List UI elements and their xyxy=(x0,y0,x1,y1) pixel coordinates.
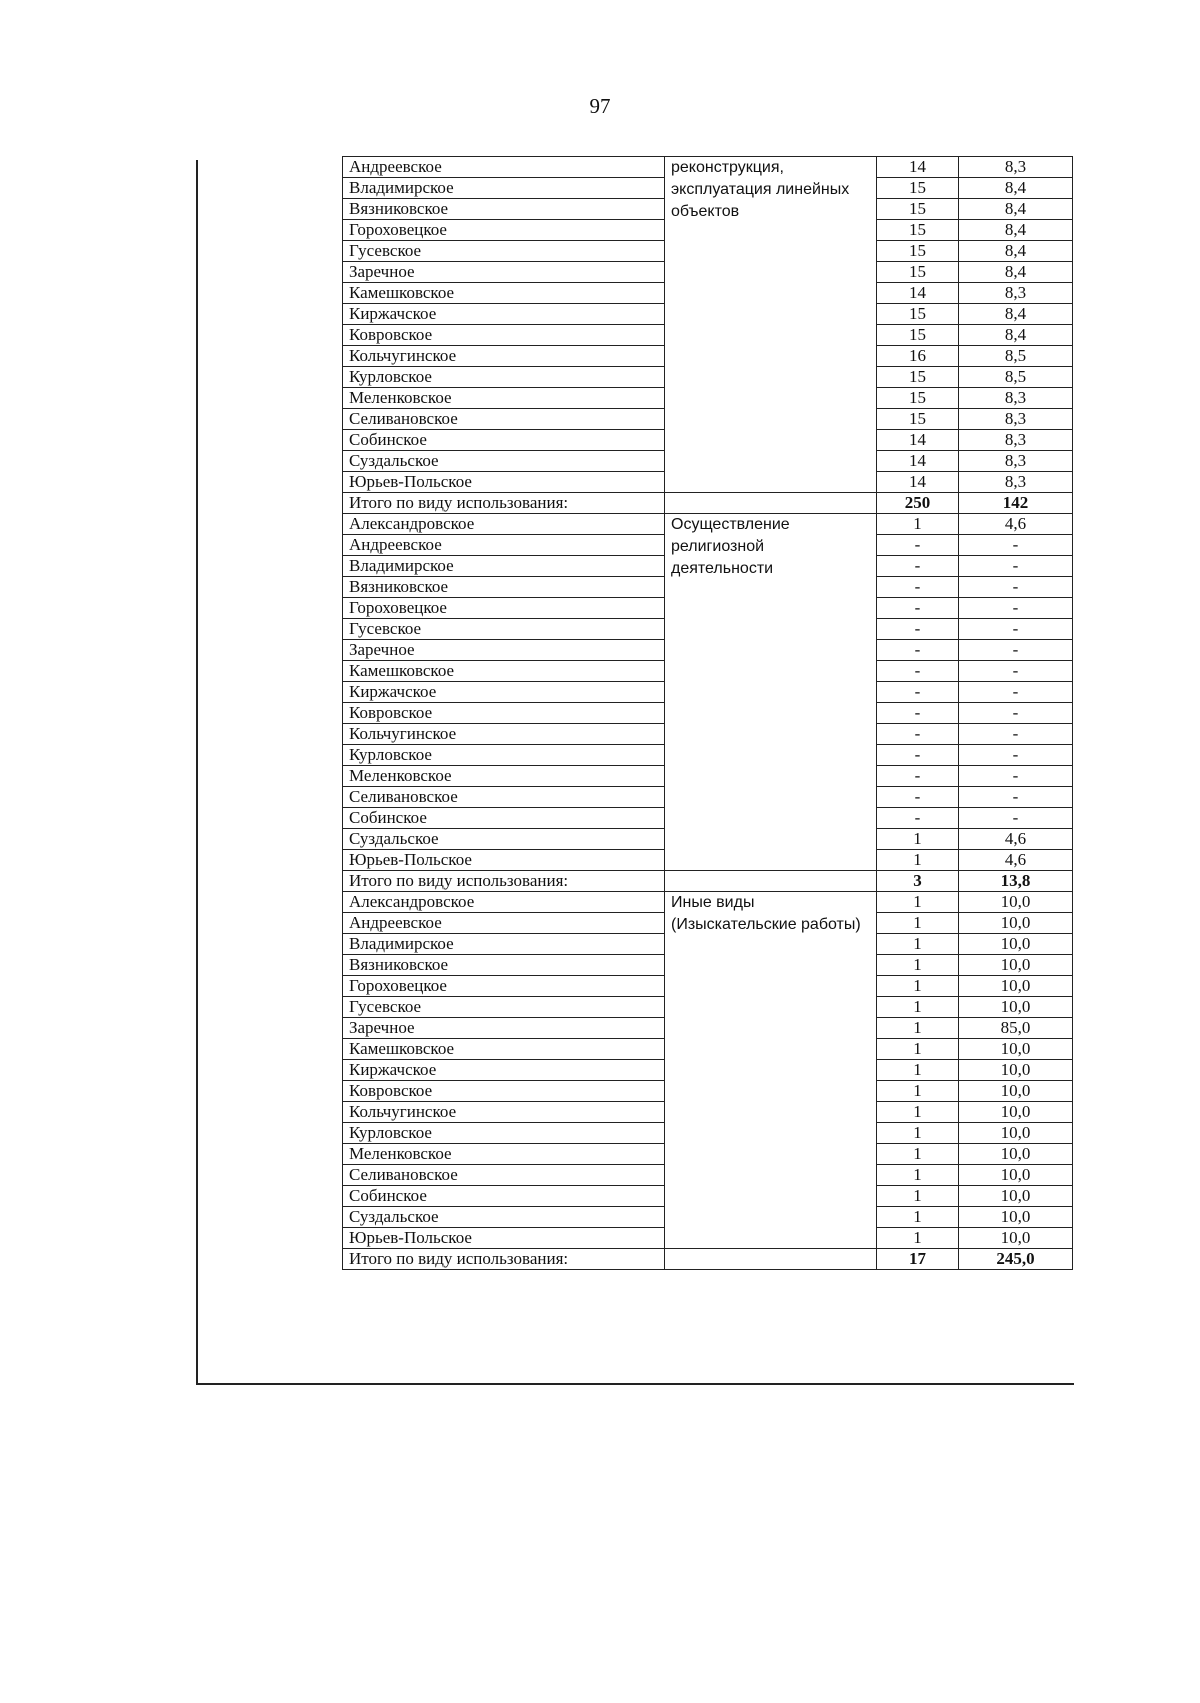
district-name-cell: Курловское xyxy=(343,1123,665,1144)
area-cell: 10,0 xyxy=(959,976,1073,997)
area-cell: 8,3 xyxy=(959,451,1073,472)
area-cell: 10,0 xyxy=(959,1186,1073,1207)
area-cell: 4,6 xyxy=(959,829,1073,850)
total-count-cell: 3 xyxy=(877,871,959,892)
district-name-cell: Андреевское xyxy=(343,535,665,556)
district-name-cell: Кольчугинское xyxy=(343,346,665,367)
count-cell: 14 xyxy=(877,430,959,451)
margin-line-vertical xyxy=(196,160,198,1385)
count-cell: 1 xyxy=(877,1018,959,1039)
area-cell: 8,3 xyxy=(959,157,1073,178)
area-cell: 8,4 xyxy=(959,304,1073,325)
area-cell: 10,0 xyxy=(959,934,1073,955)
district-name-cell: Камешковское xyxy=(343,661,665,682)
district-name-cell: Ковровское xyxy=(343,703,665,724)
count-cell: 1 xyxy=(877,1123,959,1144)
usage-table xyxy=(342,156,1073,1270)
district-name-cell: Владимирское xyxy=(343,178,665,199)
area-cell: - xyxy=(959,724,1073,745)
total-area-cell: 13,8 xyxy=(959,871,1073,892)
district-name-cell: Вязниковское xyxy=(343,577,665,598)
area-cell: - xyxy=(959,577,1073,598)
district-name-cell: Курловское xyxy=(343,367,665,388)
district-name-cell: Юрьев-Польское xyxy=(343,472,665,493)
area-cell: - xyxy=(959,703,1073,724)
district-name-cell: Владимирское xyxy=(343,556,665,577)
district-name-cell: Меленковское xyxy=(343,388,665,409)
count-cell: 1 xyxy=(877,955,959,976)
district-name-cell: Суздальское xyxy=(343,451,665,472)
area-cell: 10,0 xyxy=(959,1228,1073,1249)
area-cell: 10,0 xyxy=(959,1039,1073,1060)
district-name-cell: Гусевское xyxy=(343,619,665,640)
table-row xyxy=(343,157,1073,178)
count-cell: 1 xyxy=(877,1081,959,1102)
district-name-cell: Вязниковское xyxy=(343,199,665,220)
usage-type-cell: реконструкция, эксплуатация линейных объектов xyxy=(665,157,877,493)
count-cell: 15 xyxy=(877,178,959,199)
area-cell: 10,0 xyxy=(959,955,1073,976)
count-cell: - xyxy=(877,724,959,745)
table-row xyxy=(343,892,1073,913)
count-cell: - xyxy=(877,535,959,556)
count-cell: - xyxy=(877,598,959,619)
district-name-cell: Юрьев-Польское xyxy=(343,850,665,871)
area-cell: 10,0 xyxy=(959,1165,1073,1186)
count-cell: 1 xyxy=(877,514,959,535)
area-cell: 10,0 xyxy=(959,1144,1073,1165)
count-cell: 1 xyxy=(877,892,959,913)
count-cell: - xyxy=(877,766,959,787)
total-label-cell: Итого по виду использования: xyxy=(343,1249,665,1270)
area-cell: 10,0 xyxy=(959,1102,1073,1123)
count-cell: 1 xyxy=(877,1060,959,1081)
area-cell: - xyxy=(959,640,1073,661)
district-name-cell: Александровское xyxy=(343,892,665,913)
count-cell: 15 xyxy=(877,388,959,409)
area-cell: 8,4 xyxy=(959,220,1073,241)
total-row xyxy=(343,871,1073,892)
area-cell: - xyxy=(959,745,1073,766)
district-name-cell: Гусевское xyxy=(343,241,665,262)
total-label-cell: Итого по виду использования: xyxy=(343,493,665,514)
area-cell: - xyxy=(959,619,1073,640)
area-cell: 10,0 xyxy=(959,1123,1073,1144)
total-area-cell: 142 xyxy=(959,493,1073,514)
area-cell: 10,0 xyxy=(959,913,1073,934)
district-name-cell: Собинское xyxy=(343,1186,665,1207)
district-name-cell: Ковровское xyxy=(343,1081,665,1102)
count-cell: 1 xyxy=(877,829,959,850)
count-cell: - xyxy=(877,640,959,661)
district-name-cell: Киржачское xyxy=(343,304,665,325)
margin-line-horizontal xyxy=(196,1383,1074,1385)
area-cell: 4,6 xyxy=(959,514,1073,535)
count-cell: 15 xyxy=(877,241,959,262)
count-cell: 15 xyxy=(877,199,959,220)
count-cell: 14 xyxy=(877,157,959,178)
area-cell: 8,3 xyxy=(959,283,1073,304)
page-number: 97 xyxy=(589,94,611,118)
area-cell: 8,5 xyxy=(959,367,1073,388)
district-name-cell: Гусевское xyxy=(343,997,665,1018)
area-cell: - xyxy=(959,808,1073,829)
total-area-cell: 245,0 xyxy=(959,1249,1073,1270)
count-cell: 15 xyxy=(877,262,959,283)
total-count-cell: 250 xyxy=(877,493,959,514)
total-empty-cell xyxy=(665,1249,877,1270)
area-cell: 10,0 xyxy=(959,892,1073,913)
count-cell: 15 xyxy=(877,367,959,388)
count-cell: 1 xyxy=(877,1207,959,1228)
district-name-cell: Андреевское xyxy=(343,157,665,178)
table-row xyxy=(343,514,1073,535)
area-cell: 8,3 xyxy=(959,388,1073,409)
area-cell: 8,4 xyxy=(959,325,1073,346)
district-name-cell: Курловское xyxy=(343,745,665,766)
count-cell: 15 xyxy=(877,304,959,325)
district-name-cell: Камешковское xyxy=(343,283,665,304)
area-cell: 85,0 xyxy=(959,1018,1073,1039)
area-cell: 8,3 xyxy=(959,430,1073,451)
district-name-cell: Ковровское xyxy=(343,325,665,346)
count-cell: 1 xyxy=(877,913,959,934)
area-cell: - xyxy=(959,787,1073,808)
total-row xyxy=(343,493,1073,514)
usage-type-cell: Иные виды (Изыскательские работы) xyxy=(665,892,877,1249)
district-name-cell: Киржачское xyxy=(343,1060,665,1081)
district-name-cell: Вязниковское xyxy=(343,955,665,976)
district-name-cell: Селивановское xyxy=(343,787,665,808)
total-count-cell: 17 xyxy=(877,1249,959,1270)
count-cell: 1 xyxy=(877,1186,959,1207)
count-cell: - xyxy=(877,556,959,577)
district-name-cell: Гороховецкое xyxy=(343,976,665,997)
area-cell: 8,4 xyxy=(959,199,1073,220)
area-cell: 8,4 xyxy=(959,241,1073,262)
total-empty-cell xyxy=(665,493,877,514)
count-cell: - xyxy=(877,661,959,682)
district-name-cell: Меленковское xyxy=(343,1144,665,1165)
district-name-cell: Александровское xyxy=(343,514,665,535)
count-cell: 1 xyxy=(877,976,959,997)
area-cell: - xyxy=(959,661,1073,682)
area-cell: 10,0 xyxy=(959,997,1073,1018)
total-label-cell: Итого по виду использования: xyxy=(343,871,665,892)
area-cell: - xyxy=(959,556,1073,577)
district-name-cell: Заречное xyxy=(343,640,665,661)
area-cell: - xyxy=(959,598,1073,619)
count-cell: 14 xyxy=(877,283,959,304)
total-empty-cell xyxy=(665,871,877,892)
district-name-cell: Суздальское xyxy=(343,829,665,850)
count-cell: 1 xyxy=(877,1039,959,1060)
district-name-cell: Меленковское xyxy=(343,766,665,787)
district-name-cell: Собинское xyxy=(343,430,665,451)
count-cell: - xyxy=(877,619,959,640)
district-name-cell: Юрьев-Польское xyxy=(343,1228,665,1249)
count-cell: 15 xyxy=(877,325,959,346)
area-cell: 10,0 xyxy=(959,1081,1073,1102)
count-cell: - xyxy=(877,787,959,808)
count-cell: 1 xyxy=(877,850,959,871)
count-cell: 1 xyxy=(877,1144,959,1165)
count-cell: 1 xyxy=(877,1102,959,1123)
district-name-cell: Селивановское xyxy=(343,409,665,430)
count-cell: 14 xyxy=(877,472,959,493)
count-cell: 1 xyxy=(877,1228,959,1249)
count-cell: 14 xyxy=(877,451,959,472)
area-cell: 8,3 xyxy=(959,409,1073,430)
usage-type-cell: Осуществление религиозной деятельности xyxy=(665,514,877,871)
count-cell: - xyxy=(877,577,959,598)
count-cell: 16 xyxy=(877,346,959,367)
usage-table-body xyxy=(343,157,1073,1270)
district-name-cell: Собинское xyxy=(343,808,665,829)
area-cell: 8,4 xyxy=(959,178,1073,199)
area-cell: - xyxy=(959,766,1073,787)
count-cell: 15 xyxy=(877,220,959,241)
area-cell: 10,0 xyxy=(959,1060,1073,1081)
district-name-cell: Селивановское xyxy=(343,1165,665,1186)
count-cell: 15 xyxy=(877,409,959,430)
district-name-cell: Кольчугинское xyxy=(343,724,665,745)
area-cell: - xyxy=(959,682,1073,703)
district-name-cell: Андреевское xyxy=(343,913,665,934)
district-name-cell: Гороховецкое xyxy=(343,220,665,241)
total-row xyxy=(343,1249,1073,1270)
district-name-cell: Суздальское xyxy=(343,1207,665,1228)
area-cell: 8,5 xyxy=(959,346,1073,367)
district-name-cell: Кольчугинское xyxy=(343,1102,665,1123)
count-cell: - xyxy=(877,703,959,724)
area-cell: 8,3 xyxy=(959,472,1073,493)
district-name-cell: Владимирское xyxy=(343,934,665,955)
district-name-cell: Гороховецкое xyxy=(343,598,665,619)
district-name-cell: Киржачское xyxy=(343,682,665,703)
count-cell: 1 xyxy=(877,997,959,1018)
count-cell: 1 xyxy=(877,934,959,955)
district-name-cell: Заречное xyxy=(343,1018,665,1039)
area-cell: 10,0 xyxy=(959,1207,1073,1228)
district-name-cell: Заречное xyxy=(343,262,665,283)
district-name-cell: Камешковское xyxy=(343,1039,665,1060)
area-cell: 4,6 xyxy=(959,850,1073,871)
count-cell: - xyxy=(877,808,959,829)
count-cell: - xyxy=(877,682,959,703)
area-cell: - xyxy=(959,535,1073,556)
count-cell: 1 xyxy=(877,1165,959,1186)
area-cell: 8,4 xyxy=(959,262,1073,283)
count-cell: - xyxy=(877,745,959,766)
